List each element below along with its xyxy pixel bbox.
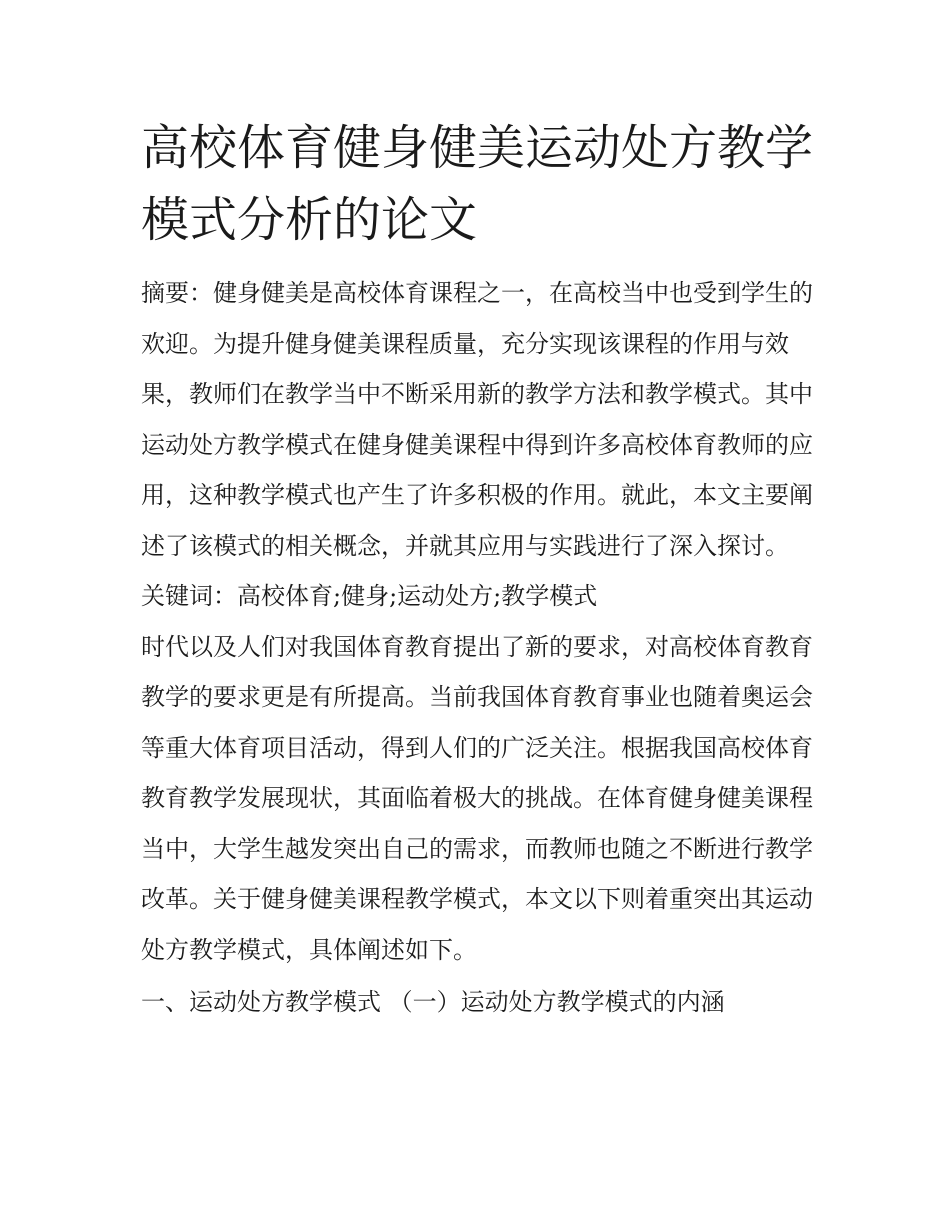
section-heading: 一、运动处方教学模式 （一）运动处方教学模式的内涵	[141, 988, 725, 1016]
document-page	[141, 112, 813, 1028]
abstract-paragraph: 摘要：健身健美是高校体育课程之一，在高校当中也受到学生的欢迎。为提升健身健美课程质量，充分实现该课程的作用与效果，教师们在教学当中不断采用新的教学方法和教学模式。其中运动处方教学模式在健身健美课程中得到许多高校体育教师的应用，这种教学模式也产生了许多积极的作用。就此，本文主要阐述了该模式的相关概念，并就其应用与实践进行了深入探讨。	[141, 279, 813, 560]
keywords-line: 关键词：高校体育;健身;运动处方;教学模式	[141, 582, 598, 610]
intro-paragraph: 时代以及人们对我国体育教育提出了新的要求，对高校体育教育教学的要求更是有所提高。当前我国体育教育事业也随着奥运会等重大体育项目活动，得到人们的广泛关注。根据我国高校体育教育教学发展现状，其面临着极大的挑战。在体育健身健美课程当中，大学生越发突出自己的需求，而教师也随之不断进行教学改革。关于健身健美课程教学模式，本文以下则着重突出其运动处方教学模式，具体阐述如下。	[141, 632, 813, 964]
document-title: 高校体育健身健美运动处方教学模式分析的论文	[141, 120, 814, 248]
